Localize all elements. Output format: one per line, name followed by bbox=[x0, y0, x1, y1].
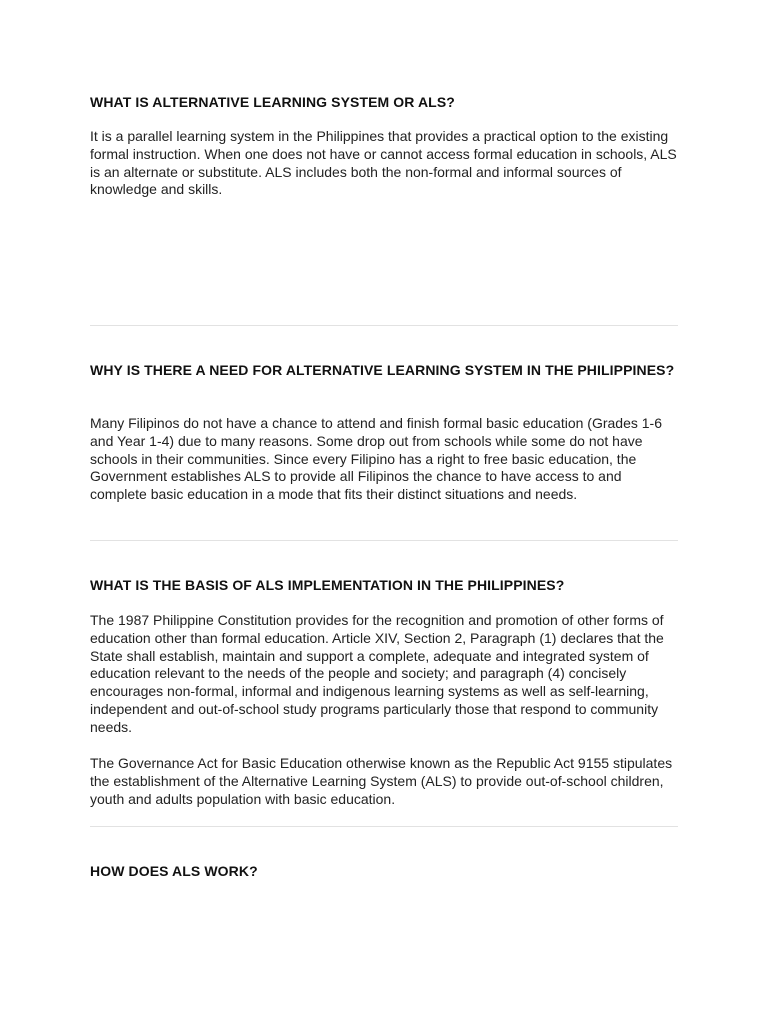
section-paragraph-what-is-als: It is a parallel learning system in the Philippines that provides a practical option to the existing formal instruction. When one does not have or cannot access formal education in schools, ALS is an alternate or substitute. ALS includes both the non-formal and informal sources of knowledge and skills. bbox=[90, 128, 677, 198]
section-paragraph-governance-act: The Governance Act for Basic Education otherwise known as the Republic Act 9155 stipulates the establishment of the Alternative Learning System (ALS) to provide out-of-school children, youth and adults population with basic education. bbox=[90, 755, 673, 807]
section-paragraph-why-need-als: Many Filipinos do not have a chance to attend and finish formal basic education (Grades 1-6 and Year 1-4) due to many reasons. Some drop out from schools while some do not have schools in their communities. Since every Filipino has a right to free basic education, the Government establishes ALS to provide all Filipinos the chance to have access to and complete basic education in a mode that fits their distinct situations and needs. bbox=[90, 415, 662, 503]
section-heading-why-need-als: WHY IS THERE A NEED FOR ALTERNATIVE LEARNING SYSTEM IN THE PHILIPPINES? bbox=[90, 362, 675, 378]
section-heading-what-is-als: WHAT IS ALTERNATIVE LEARNING SYSTEM OR ALS? bbox=[90, 94, 455, 110]
section-divider bbox=[90, 540, 678, 541]
section-divider bbox=[90, 325, 678, 326]
section-heading-basis-of-als: WHAT IS THE BASIS OF ALS IMPLEMENTATION IN THE PHILIPPINES? bbox=[90, 577, 565, 593]
section-paragraph-constitution: The 1987 Philippine Constitution provides for the recognition and promotion of other forms of education other than formal education. Article XIV, Section 2, Paragraph (1) declares that the State shall establish, maintain and support a complete, adequate and integrated system of education relevant to the needs of the people and society; and paragraph (4) concisely encourages non-formal, informal and indigenous learning systems as well as self-learning, independent and out-of-school study programs particularly those that respond to community needs. bbox=[90, 612, 664, 735]
section-divider bbox=[90, 826, 678, 827]
section-heading-how-als-works: HOW DOES ALS WORK? bbox=[90, 863, 258, 879]
